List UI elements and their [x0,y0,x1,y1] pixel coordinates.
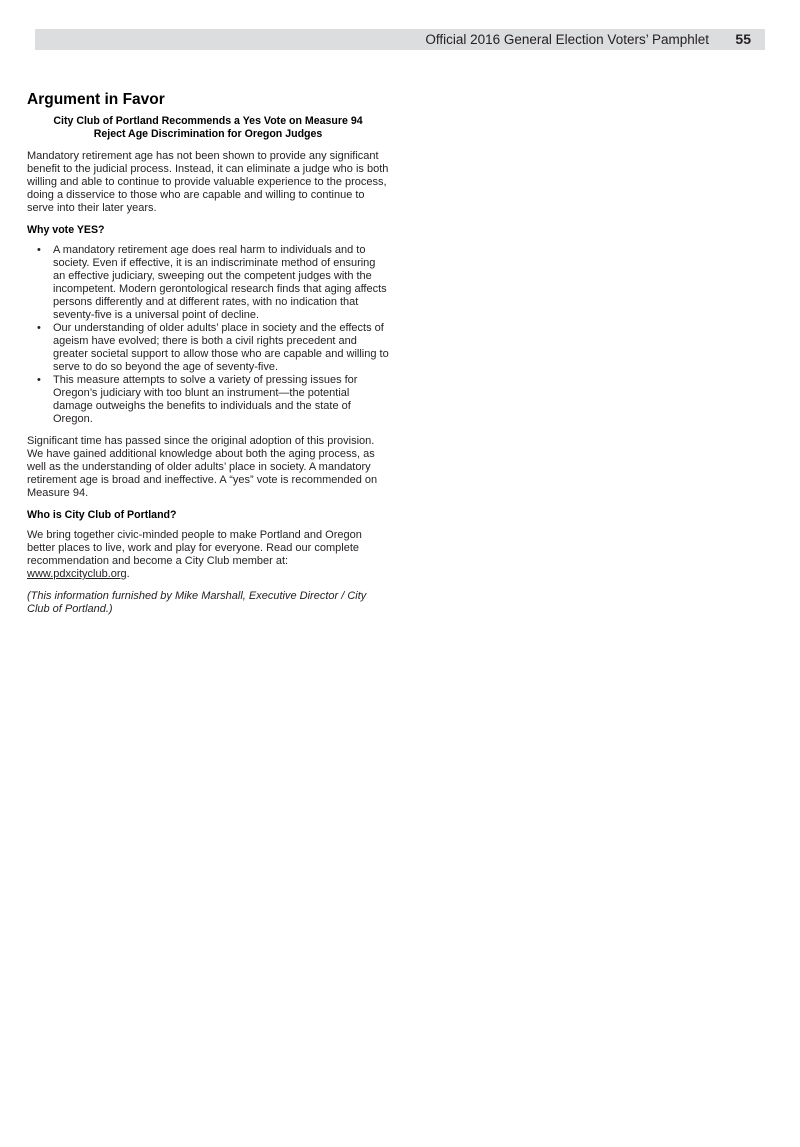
list-item-text: A mandatory retirement age does real harm to individuals and to society. Even if effective, it is an indiscriminate method of ensuring an effective judiciary, sweeping out the competent judges with the incompetent. Modern gerontological research finds that aging affects persons differently and at different rates, with no indication that seventy-five is a universal point of decline. [53,244,387,321]
bullet-icon: • [37,322,41,334]
who-heading: Who is City Club of Portland? [27,509,177,521]
list-item-text: Our understanding of older adults’ place in society and the effects of ageism have evolved; there is both a civil rights precedent and greater societal support to allow those who are capable and willing to serve to do so beyond the age of seventy-five. [53,322,389,373]
page-number: 55 [735,31,751,47]
list-item-text: This measure attempts to solve a variety of pressing issues for Oregon’s judiciary with too blunt an instrument—the potential damage outweighs the benefits to individuals and the state of Oregon. [53,374,358,425]
closing-paragraph: Significant time has passed since the original adoption of this provision. We have gained additional knowledge about both the aging process, as well as the understanding of older adults’ place in society. A mandatory retirement age is broad and ineffective. A “yes” vote is recommended on Measure 94. [27,435,378,499]
intro-paragraph: Mandatory retirement age has not been shown to provide any significant benefit to the judicial process. Instead, it can eliminate a judge who is both willing and able to continue to provide valuable experience to the process, doing a disservice to those who are capable and willing to continue to serve into their later years. [27,150,389,214]
bullet-icon: • [37,374,41,386]
publication-title: Official 2016 General Election Voters’ Pamphlet [425,32,709,47]
website-link[interactable]: www.pdxcityclub.org [27,568,127,580]
who-paragraph [27,529,389,581]
bullet-icon: • [37,244,41,256]
list-item [27,322,389,374]
who-text: We bring together civic-minded people to make Portland and Oregon better places to live, work and play for everyone. Read our complete recommendation and become a City Club member at: [27,529,362,567]
website-suffix: . [126,568,130,580]
subtitle-line-1: City Club of Portland Recommends a Yes Vote on Measure 94 [53,115,363,127]
page-header-bar [35,29,765,50]
list-item [27,244,389,322]
reasons-list [27,244,389,426]
argument-column [27,90,389,616]
argument-subtitle [27,115,389,140]
attribution-note: (This information furnished by Mike Marshall, Executive Director / City Club of Portland.) [27,590,367,615]
why-vote-heading: Why vote YES? [27,224,105,236]
subtitle-line-2: Reject Age Discrimination for Oregon Judges [93,127,323,140]
section-title: Argument in Favor [27,91,165,108]
list-item [27,374,389,426]
